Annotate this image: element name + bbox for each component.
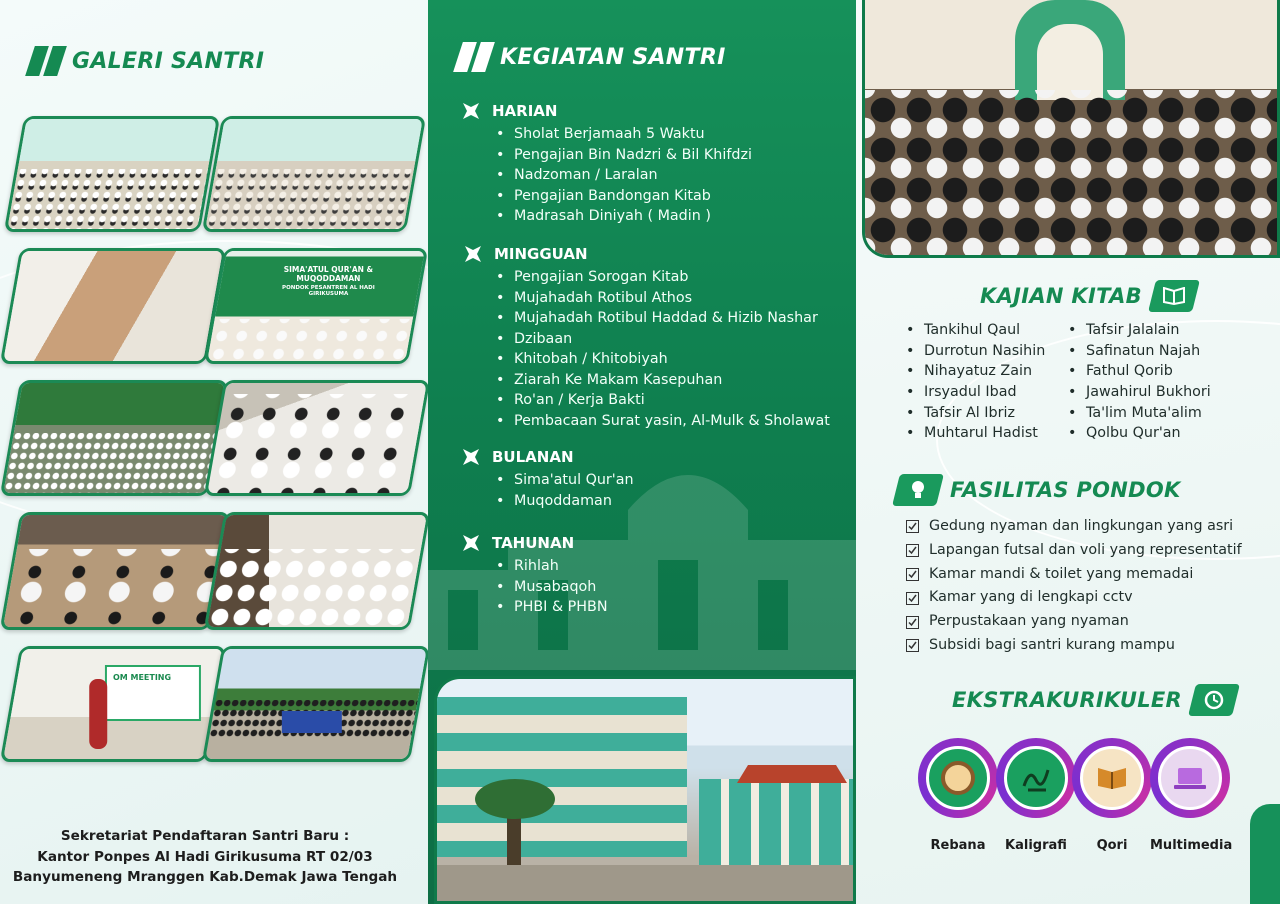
list-item	[906, 586, 1242, 610]
checkbox-icon	[906, 520, 919, 533]
gallery-photo-group-boys[interactable]	[4, 116, 220, 232]
tahunan-list	[496, 556, 608, 618]
facility-label: Kamar yang di lengkapi cctv	[929, 589, 1133, 606]
gallery-title	[30, 46, 264, 76]
corner-accent	[1250, 804, 1280, 904]
ekstra-rebana[interactable]	[918, 738, 998, 853]
facility-label: Lapangan futsal dan voli yang representatif	[929, 541, 1242, 558]
building-right	[699, 779, 856, 869]
list-item: • Madrasah Diniyah ( Madin )	[496, 206, 752, 227]
building-roof	[737, 765, 847, 783]
list-item: • Mujahadah Rotibul Athos	[496, 288, 830, 309]
list-item: • Tankihul Qaul	[906, 320, 1045, 341]
clock-icon	[1188, 684, 1240, 716]
checkbox-icon	[906, 544, 919, 557]
simaan-banner	[263, 265, 393, 297]
palm-leaves	[475, 779, 555, 819]
list-item: • Dzibaan	[496, 329, 830, 350]
list-item	[906, 634, 1242, 658]
fasilitas-title-text: FASILITAS PONDOK	[950, 478, 1181, 502]
meeting-banner	[105, 665, 201, 721]
list-item: • Sima'atul Qur'an	[496, 470, 634, 491]
list-item: • Khitobah / Khitobiyah	[496, 349, 830, 370]
list-item: • Pengajian Sorogan Kitab	[496, 267, 830, 288]
lightbulb-icon	[892, 474, 944, 506]
ekstra-label: Qori	[1096, 838, 1128, 853]
gallery-photo-boys-sitting[interactable]	[0, 512, 230, 630]
list-item: • Musabaqoh	[496, 577, 608, 598]
list-item: • Nihayatuz Zain	[906, 361, 1045, 382]
courtyard	[437, 865, 853, 901]
gallery-photo-group-girls[interactable]	[202, 116, 426, 232]
banner-title: SIMA'ATUL QUR'AN & MUQODDAMAN	[283, 265, 374, 283]
star-cross-icon	[462, 243, 484, 265]
category-harian-label: HARIAN	[492, 102, 558, 120]
list-item: • Ro'an / Kerja Bakti	[496, 390, 830, 411]
list-item: • Jawahirul Bukhori	[1068, 382, 1211, 403]
fasilitas-title	[896, 474, 1181, 506]
list-item: • PHBI & PHBN	[496, 597, 608, 618]
list-item	[906, 563, 1242, 587]
list-item: • Tafsir Jalalain	[1068, 320, 1211, 341]
meeting-banner-text: OM MEETING	[112, 673, 172, 682]
list-item: • Muhtarul Hadist	[906, 423, 1045, 444]
list-item: • Tafsir Al Ibriz	[906, 403, 1045, 424]
gallery-photo-stage[interactable]	[0, 646, 226, 762]
building-left	[437, 697, 687, 857]
facility-label: Kamar mandi & toilet yang memadai	[929, 565, 1194, 582]
gallery-photo-simaan[interactable]	[204, 248, 428, 364]
category-mingguan-label: MINGGUAN	[494, 245, 588, 263]
kitab-title	[980, 280, 1196, 312]
ekstra-label: Rebana	[930, 838, 986, 853]
ekstra-title	[952, 684, 1236, 716]
category-tahunan	[460, 532, 574, 554]
harian-list	[496, 124, 752, 227]
bulanan-list	[496, 470, 634, 511]
footer-line-3: Banyumeneng Mranggen Kab.Demak Jawa Tengah	[12, 869, 398, 885]
list-item: • Nadzoman / Laralan	[496, 165, 752, 186]
list-item: • Ziarah Ke Makam Kasepuhan	[496, 370, 830, 391]
ekstra-multimedia[interactable]	[1150, 738, 1233, 853]
category-mingguan	[462, 243, 588, 265]
gallery-title-text: GALERI SANTRI	[72, 48, 265, 74]
ekstra-kaligrafi[interactable]	[996, 738, 1076, 853]
category-harian	[460, 100, 557, 122]
list-item: • Fathul Qorib	[1068, 361, 1211, 382]
list-item: • Qolbu Qur'an	[1068, 423, 1211, 444]
gallery-photo-outing[interactable]	[202, 646, 430, 762]
category-tahunan-label: TAHUNAN	[492, 534, 575, 552]
facility-label: Gedung nyaman dan lingkungan yang asri	[929, 518, 1234, 534]
list-item: • Durrotun Nasihin	[906, 341, 1045, 362]
list-item: • Pengajian Bandongan Kitab	[496, 186, 752, 207]
congregation	[865, 90, 1277, 255]
activities-title	[458, 42, 726, 72]
star-cross-icon	[460, 532, 482, 554]
checkbox-icon	[906, 616, 919, 629]
slash-icon	[458, 42, 490, 72]
list-item	[906, 610, 1242, 634]
slash-icon	[30, 46, 62, 76]
list-item: • Safinatun Najah	[1068, 341, 1211, 362]
category-bulanan-label: BULANAN	[492, 448, 574, 466]
kitab-list-left	[906, 320, 1045, 444]
quran-icon	[1080, 746, 1144, 810]
list-item: • Ta'lim Muta'alim	[1068, 403, 1211, 424]
gallery-panel	[0, 0, 428, 904]
info-panel	[856, 0, 1280, 904]
star-cross-icon	[460, 446, 482, 468]
activities-panel	[428, 0, 856, 904]
checkbox-icon	[906, 639, 919, 652]
list-item	[906, 539, 1242, 563]
fasilitas-list	[906, 515, 1242, 658]
list-item: • Muqoddaman	[496, 491, 634, 512]
gallery-photo-discussion[interactable]	[204, 380, 430, 496]
activities-title-text: KEGIATAN SANTRI	[500, 44, 726, 70]
list-item: • Irsyadul Ibad	[906, 382, 1045, 403]
list-item: • Rihlah	[496, 556, 608, 577]
list-item: • Mujahadah Rotibul Haddad & Hizib Nashar	[496, 308, 830, 329]
facility-label: Perpustakaan yang nyaman	[929, 613, 1129, 630]
footer-line-2: Kantor Ponpes Al Hadi Girikusuma RT 02/03	[37, 848, 373, 865]
ekstra-qori[interactable]	[1072, 738, 1152, 853]
footer-line-1: Sekretariat Pendaftaran Santri Baru :	[60, 828, 350, 844]
mihrab-arch	[1037, 24, 1103, 100]
ekstra-label: Kaligrafi	[1005, 838, 1067, 853]
category-bulanan	[460, 446, 574, 468]
footer-address	[0, 826, 410, 888]
list-item: • Pembacaan Surat yasin, Al-Mulk & Sholawat	[496, 411, 830, 432]
list-item: • Sholat Berjamaah 5 Waktu	[496, 124, 752, 145]
calligraphy-icon	[1004, 746, 1068, 810]
rebana-icon	[926, 746, 990, 810]
gallery-photo-mengaji[interactable]	[0, 248, 226, 364]
ekstra-label: Multimedia	[1150, 838, 1233, 853]
mosque-interior-photo[interactable]	[862, 0, 1280, 258]
star-cross-icon	[460, 100, 482, 122]
open-book-icon	[1148, 280, 1200, 312]
kitab-title-text: KAJIAN KITAB	[980, 284, 1142, 308]
dancer-figure	[89, 679, 107, 749]
mingguan-list	[496, 267, 830, 431]
gallery-photo-field[interactable]	[0, 380, 228, 496]
group-banner	[282, 711, 342, 733]
list-item: • Pengajian Bin Nadzri & Bil Khifdzi	[496, 145, 752, 166]
ekstra-title-text: EKSTRAKURIKULER	[952, 688, 1183, 712]
kitab-list-right	[1068, 320, 1211, 444]
gallery-photo-girls-class[interactable]	[204, 512, 431, 630]
banner-subtitle: PONDOK PESANTREN AL HADI GIRIKUSUMA	[282, 285, 375, 297]
checkbox-icon	[906, 592, 919, 605]
facility-label: Subsidi bagi santri kurang mampu	[929, 636, 1175, 653]
pondok-building-photo[interactable]	[434, 676, 856, 904]
list-item	[906, 515, 1242, 539]
checkbox-icon	[906, 568, 919, 581]
laptop-icon	[1158, 746, 1222, 810]
